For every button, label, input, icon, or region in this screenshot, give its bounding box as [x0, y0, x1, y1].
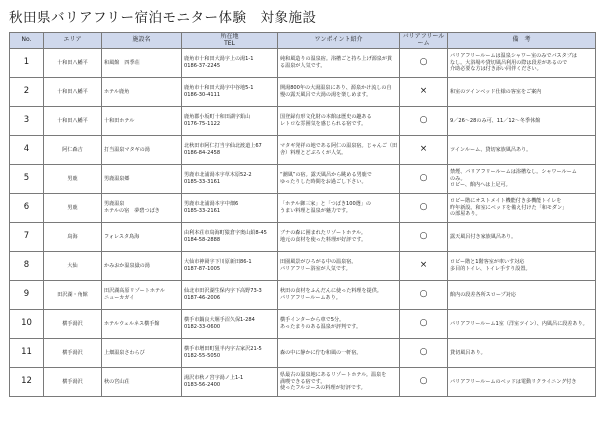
- facility-name-line: 田沢湖高原リゾートホテル: [104, 288, 165, 295]
- row-remarks: [448, 107, 596, 136]
- remark-line: のみ。: [450, 175, 466, 182]
- row-area: 阿仁森吉: [44, 136, 102, 165]
- facility-table: [9, 32, 596, 397]
- row-remarks: [448, 252, 596, 281]
- row-remarks: [448, 49, 596, 78]
- remark-line: 和室のツインベッド仕様の客室をご案内: [450, 88, 542, 95]
- remark-line: ツインルーム、貸切家族風呂あり。: [450, 146, 532, 153]
- row-address: [182, 49, 278, 78]
- row-barrier-free-room: ○: [400, 310, 448, 339]
- point-line: ブナの森に囲まれたリゾートホテル。: [280, 230, 366, 237]
- row-point: [278, 310, 400, 339]
- row-facility: [102, 165, 182, 194]
- facility-name-line: フォレスタ鳥海: [104, 233, 140, 240]
- row-address: [182, 107, 278, 136]
- row-address: [182, 78, 278, 107]
- remark-line: バリアフリールーム1室（洋室ツイン）、内風呂に段差あり。: [450, 320, 588, 327]
- row-facility: [102, 78, 182, 107]
- remark-line: バリアフリールームは温泉シャワー室のみでバスタブは: [450, 53, 577, 60]
- remark-line: 9／26〜28のみ可、11／12〜冬季休館: [450, 117, 541, 124]
- table-header-row: [10, 33, 596, 49]
- row-number: 1: [10, 49, 44, 78]
- row-facility: [102, 281, 182, 310]
- point-line: 使ったフルコースの料理が好評です。: [280, 385, 366, 392]
- row-barrier-free-room: ○: [400, 339, 448, 368]
- remark-line: ロビー階にオストメイト機能付き多機能トイレを: [450, 198, 562, 205]
- remark-line: 多目的トイレ、トイレ手すり設置。: [450, 266, 531, 272]
- point-line: 横手インターから車で5分。: [280, 317, 345, 324]
- row-point: [278, 136, 400, 165]
- row-number: 2: [10, 78, 44, 107]
- row-point: [278, 78, 400, 107]
- row-remarks: [448, 281, 596, 310]
- remark-line: なし。大浴場や貸切風呂利用の際は段差があるので: [450, 59, 568, 66]
- remark-line: の部屋あり。: [450, 211, 481, 218]
- row-barrier-free-room: ○: [400, 223, 448, 252]
- point-line: マタギ発祥の地である阿仁の温泉宿。じゃんご（田: [280, 143, 398, 150]
- address-line: 湯沢市秋ノ宮字湯ノ上1-1: [184, 375, 244, 382]
- row-address: [182, 310, 278, 339]
- row-number: 10: [10, 310, 44, 339]
- point-line: 舎）料理とどぶろくが人気。: [280, 150, 347, 156]
- address-line: 鹿角市十和田大湯字中谷地5-1: [184, 85, 254, 92]
- row-area: 大仙: [44, 252, 102, 281]
- row-point: [278, 281, 400, 310]
- header-address-sub: TEL: [224, 39, 235, 47]
- row-number: 4: [10, 136, 44, 165]
- address-line: 大仙市神岡字下川原新田86-1: [184, 259, 252, 266]
- row-facility: [102, 107, 182, 136]
- remark-line: ロビー階と1階客室が車いす対応: [450, 259, 525, 266]
- facility-name-line: 和風館 四季荘: [104, 59, 140, 66]
- row-address: [182, 165, 278, 194]
- facility-name-line: 男鹿温泉: [104, 201, 125, 208]
- row-remarks: [448, 310, 596, 339]
- facility-name-line: かみおか温泉嶽の湯: [104, 262, 150, 269]
- row-address: [182, 368, 278, 397]
- point-line: あったまりのある温泉が評判です。: [280, 324, 362, 330]
- address-line: 0187-87-1005: [184, 266, 221, 272]
- header-no: No.: [10, 33, 44, 49]
- row-barrier-free-room: ○: [400, 49, 448, 78]
- row-address: [182, 281, 278, 310]
- row-address: [182, 136, 278, 165]
- point-line: “潮風”の宿。露天風呂から眺める男鹿で: [280, 172, 372, 179]
- row-area: 田沢湖・角館: [44, 281, 102, 310]
- row-number: 3: [10, 107, 44, 136]
- table-row: [10, 107, 596, 136]
- point-line: ゆったりした時間をお過ごし下さい。: [280, 179, 367, 185]
- address-line: 0186-84-2458: [184, 150, 221, 156]
- address-line: 0187-46-2006: [184, 295, 221, 301]
- table-row: [10, 165, 596, 194]
- address-line: 0183-56-2400: [184, 382, 221, 388]
- row-barrier-free-room: ○: [400, 368, 448, 397]
- remark-line: 介助必要な方は付き添い同伴ください。: [450, 66, 542, 73]
- row-facility: [102, 310, 182, 339]
- address-line: 横手市鍋良大堰手沼久保1-284: [184, 317, 255, 324]
- remark-line: 館内の段差各所スロープ対応: [450, 291, 516, 298]
- row-number: 8: [10, 252, 44, 281]
- row-barrier-free-room: ×: [400, 78, 448, 107]
- address-line: 仙北市田沢湖生保内字下高野73-3: [184, 288, 262, 295]
- row-facility: [102, 223, 182, 252]
- point-line: レトロな雰囲気を感じられる宿です。: [280, 121, 367, 127]
- row-facility: [102, 194, 182, 223]
- row-area: 横手湯沢: [44, 339, 102, 368]
- address-line: 0176-75-1122: [184, 121, 221, 127]
- table-row: [10, 252, 596, 281]
- point-line: 田園風景がひろがる中の温泉宿。: [280, 259, 357, 266]
- facility-name-line: ホテル鹿角: [104, 88, 130, 95]
- row-point: [278, 49, 400, 78]
- row-point: [278, 368, 400, 397]
- row-barrier-free-room: ○: [400, 281, 448, 310]
- point-line: 開湯800年の大湯温泉にあり、源泉かけ流しの自: [280, 85, 392, 92]
- remark-line: 貸切風呂あり。: [450, 349, 486, 356]
- row-point: [278, 252, 400, 281]
- address-line: 0186-37-2245: [184, 63, 221, 69]
- facility-name-line: ホテルの宿 夢碧つばき: [104, 208, 160, 214]
- header-point: ワンポイント紹介: [278, 33, 400, 49]
- point-line: 秋田の食材をふんだんに使った料理を提供。: [280, 288, 382, 295]
- header-facility: 施設名: [102, 33, 182, 49]
- point-line: 慢の露天風呂で大湯の湯を楽しめます。: [280, 92, 372, 98]
- remark-line: 昨年新設。和室にベッドを備え付けた「和モダン」: [450, 204, 568, 211]
- table-row: [10, 223, 596, 252]
- row-address: [182, 223, 278, 252]
- address-line: 由利本荘市鳥海町猿倉字奥山鉛8-45: [184, 230, 267, 237]
- address-line: 0184-58-2888: [184, 237, 221, 243]
- remark-line: バリアフリールームのベッドは電動リクライニング付き: [450, 378, 577, 385]
- row-point: [278, 107, 400, 136]
- row-facility: [102, 49, 182, 78]
- row-point: [278, 194, 400, 223]
- row-remarks: [448, 368, 596, 397]
- table-row: [10, 136, 596, 165]
- facility-name-line: 上畑温泉さわらび: [104, 349, 145, 356]
- row-barrier-free-room: ○: [400, 107, 448, 136]
- address-line: 0185-33-2161: [184, 208, 221, 214]
- point-line: 国登録有形文化財の本館は歴史の趣ある: [280, 114, 372, 121]
- address-line: 0186-30-4111: [184, 92, 221, 98]
- row-barrier-free-room: ×: [400, 136, 448, 165]
- point-line: 地元の食材を使った料理が好評です。: [280, 237, 367, 243]
- point-line: 満喫できる宿です。: [280, 378, 326, 385]
- table-row: [10, 281, 596, 310]
- header-barrier-free-room: バリアフリールーム: [400, 33, 448, 49]
- point-line: る温泉が人気です。: [280, 63, 326, 69]
- row-number: 12: [10, 368, 44, 397]
- point-line: 森の中に静かに佇む和風の一軒宿。: [280, 349, 362, 356]
- facility-name-line: ホテルウェルネス横手館: [104, 320, 160, 327]
- row-area: 鳥海: [44, 223, 102, 252]
- header-area: エリア: [44, 33, 102, 49]
- row-facility: [102, 252, 182, 281]
- row-point: [278, 223, 400, 252]
- row-facility: [102, 339, 182, 368]
- row-remarks: [448, 165, 596, 194]
- row-barrier-free-room: ○: [400, 165, 448, 194]
- header-remarks: 備 考: [448, 33, 596, 49]
- row-address: [182, 194, 278, 223]
- point-line: 「ホテル御三家」と「つばき100選」の: [280, 201, 371, 208]
- point-line: 純和風造りの温泉宿。浴槽ごと持ち上げ源泉が貫: [280, 56, 393, 63]
- point-line: バリアフリー浴室が人気です。: [280, 266, 351, 272]
- table-row: [10, 49, 596, 78]
- row-area: 十和田八幡平: [44, 107, 102, 136]
- row-area: 十和田八幡平: [44, 49, 102, 78]
- table-row: [10, 78, 596, 107]
- table-row: [10, 339, 596, 368]
- remark-line: ロビー、館内へは上足可。: [450, 182, 511, 189]
- row-number: 9: [10, 281, 44, 310]
- facility-name-line: 男鹿温泉郷: [104, 175, 130, 182]
- row-facility: [102, 136, 182, 165]
- table-row: [10, 194, 596, 223]
- address-line: 鹿角市十和田大湯字上の湯1-1: [184, 56, 254, 63]
- row-area: 横手湯沢: [44, 310, 102, 339]
- row-barrier-free-room: ×: [400, 252, 448, 281]
- page-title: 秋田県バリアフリー宿泊モニター体験 対象施設: [9, 10, 317, 26]
- row-point: [278, 165, 400, 194]
- facility-name-line: 十和田ホテル: [104, 117, 135, 124]
- row-barrier-free-room: ○: [400, 194, 448, 223]
- header-address: [182, 33, 278, 49]
- point-line: うまい料理と温泉が魅力です。: [280, 208, 351, 214]
- address-line: 横手市増田町狙半内字古家沢21-5: [184, 346, 262, 353]
- row-remarks: [448, 223, 596, 252]
- row-area: 男鹿: [44, 194, 102, 223]
- row-facility: [102, 368, 182, 397]
- facility-name-line: 打当温泉マタギの湯: [104, 146, 150, 153]
- row-number: 5: [10, 165, 44, 194]
- table-row: [10, 368, 596, 397]
- row-point: [278, 339, 400, 368]
- facility-name-line: ニューカガイ: [104, 295, 135, 301]
- row-remarks: [448, 194, 596, 223]
- address-line: 男鹿市北浦湯本字中畑6: [184, 201, 239, 208]
- table-row: [10, 310, 596, 339]
- point-line: バリアフリールームあり。: [280, 295, 341, 301]
- row-remarks: [448, 339, 596, 368]
- row-address: [182, 339, 278, 368]
- address-line: 0182-55-5050: [184, 353, 221, 359]
- facility-name-line: 秋の宮山荘: [104, 378, 130, 385]
- address-line: 0182-33-0600: [184, 324, 221, 330]
- row-address: [182, 252, 278, 281]
- point-line: 県最古の温泉地にあるリゾートホテル。温泉を: [280, 372, 387, 379]
- address-line: 男鹿市北浦湯本字草木原52-2: [184, 172, 252, 179]
- row-remarks: [448, 136, 596, 165]
- row-area: 男鹿: [44, 165, 102, 194]
- remark-line: 露天風呂付き家族風呂あり。: [450, 233, 517, 240]
- row-number: 7: [10, 223, 44, 252]
- header-address-main: 所在地: [220, 32, 239, 40]
- row-area: 横手湯沢: [44, 368, 102, 397]
- address-line: 0185-33-3161: [184, 179, 221, 185]
- row-area: 十和田八幡平: [44, 78, 102, 107]
- remark-line: 禁煙、バリアフリールームは浴槽なし。シャワールーム: [450, 169, 577, 176]
- row-number: 6: [10, 194, 44, 223]
- address-line: 鹿角郡小坂町十和田湖字鉛山: [184, 114, 251, 121]
- row-remarks: [448, 78, 596, 107]
- address-line: 北秋田市阿仁打当字仙北渡道上67: [184, 143, 262, 150]
- row-number: 11: [10, 339, 44, 368]
